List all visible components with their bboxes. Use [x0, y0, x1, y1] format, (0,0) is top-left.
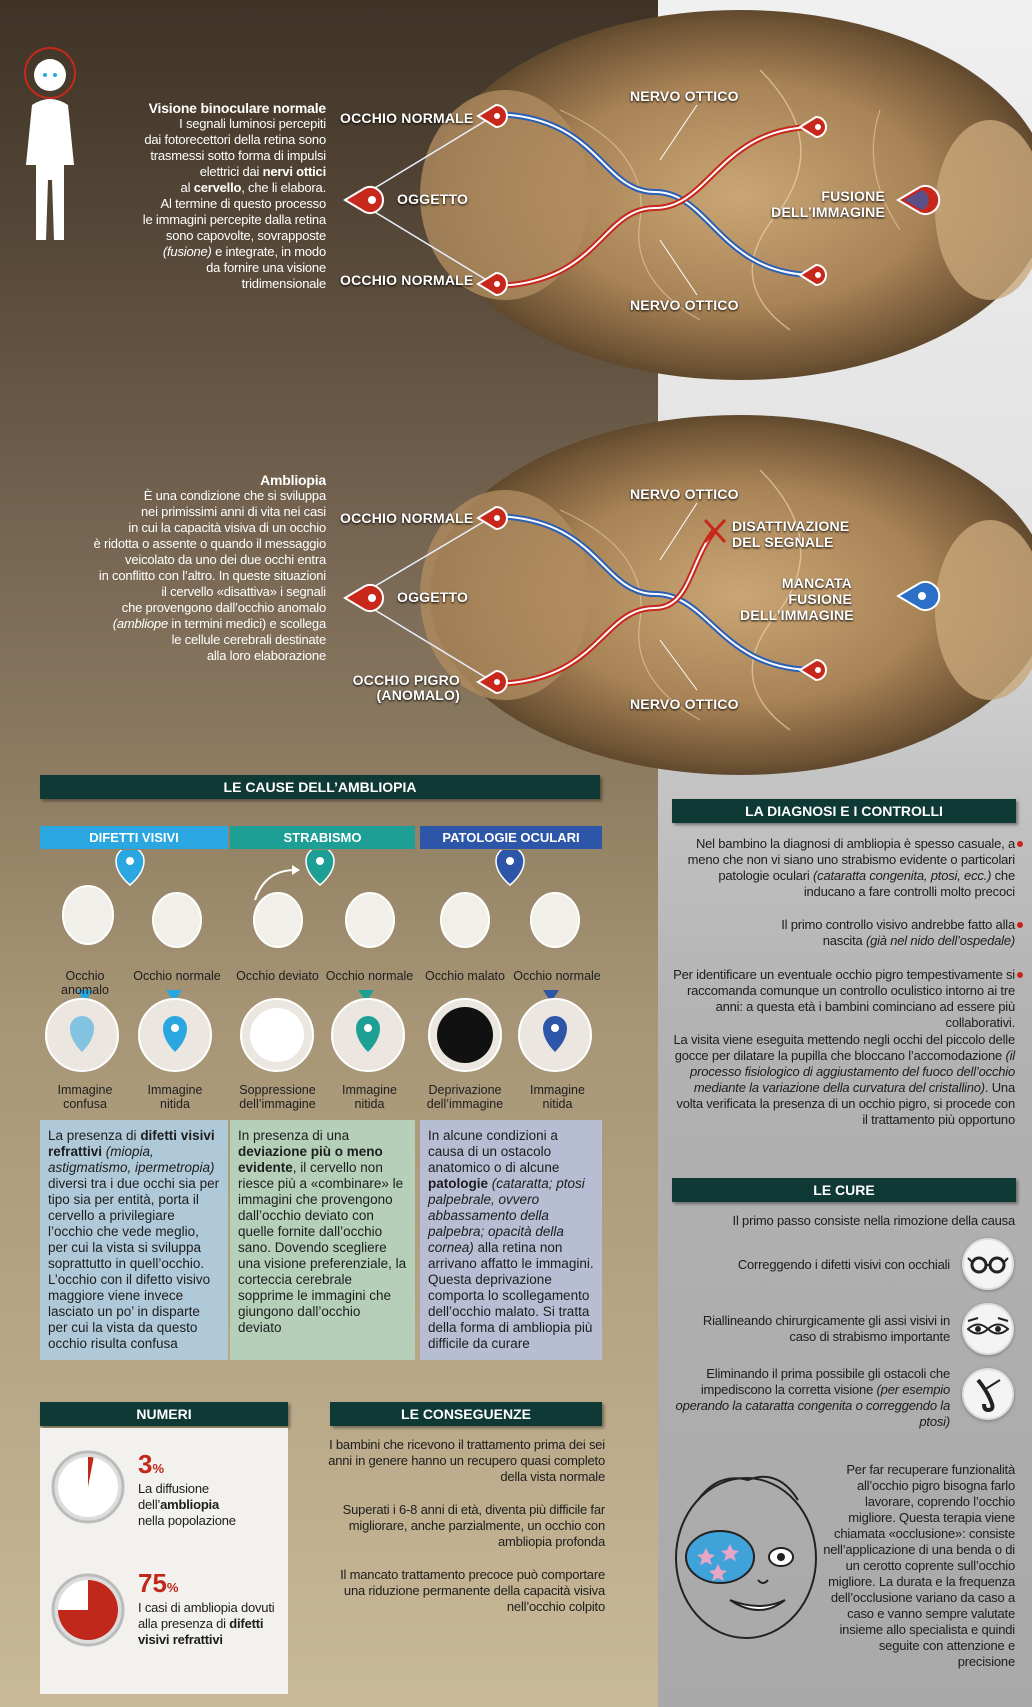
label-mancata-fusione: MANCATA FUSIONE DELL’IMMAGINE: [740, 575, 854, 623]
occlusione-text: Per far recuperare funzionalità all’occhio pigro bisogna farlo lavorare, coprendo l’occhio migliore. Questa terapia viene chiamata «occlusione»: consiste nell’applicazione di una benda o di un cerotto coprente sull’occhio migliore. La durata e la frequenza dell’occlusione variano da caso a caso e vanno sempre valutate insieme allo specialista e quindi seguite con attenzione e precisione: [823, 1462, 1015, 1669]
object-marker-2: [345, 585, 383, 611]
diagnosi-title: LA DIAGNOSI E I CONTROLLI: [672, 799, 1016, 823]
surgical-tool-icon: [962, 1368, 1014, 1420]
head-top-view-2: [420, 415, 1032, 775]
top-text-8: sono capovolte, sovrapposte: [165, 228, 326, 243]
cause-col2-header: STRABISMO: [230, 826, 415, 849]
focus-pin-icon-2: [306, 850, 334, 885]
amb-line-7: il cervello «disattiva» i segnali: [161, 584, 326, 599]
amb-line-4: è ridotta o assente o quando il messaggio: [93, 536, 326, 551]
top-text-5: al cervello, che li elabora.: [180, 180, 326, 195]
bullet-dot: [1017, 922, 1023, 928]
eye-deviated-icon: [254, 893, 302, 947]
numero-75-text: I casi di ambliopia dovuti alla presenza di difetti visivi refrattivi: [138, 1600, 275, 1647]
label-occhio-normale-1: OCCHIO NORMALE: [340, 110, 474, 126]
cause-title: LE CAUSE DELL’AMBLIOPIA: [40, 775, 600, 799]
top-text-2: dai fotorecettori della retina sono: [144, 132, 326, 147]
label-nervo-ottico-1: NERVO OTTICO: [630, 88, 739, 104]
label-nervo-ottico-2: NERVO OTTICO: [630, 297, 739, 313]
object-marker-1: [345, 187, 383, 213]
cause-panel-difetti: La presenza di difetti visivi refrattivi (miopia, astigmatismo, ipermetropia) diversi tra i due occhi sia per tipo sia per entità, porta il cervello a privilegiare l’occhio che vede meglio, per cui la vista si sviluppa soprattutto in quell’occhio. L’occhio con il difetto visivo maggiore viene invece lasciato un po’ in disparte per cui la vista da questo occhio risulta confusa: [40, 1120, 228, 1360]
amb-text: [40, 488, 326, 616]
child-eyepatch-illustration: [668, 1460, 828, 1645]
eye-anomalous-icon: [63, 886, 113, 944]
label-nervo-ottico-3: NERVO OTTICO: [630, 486, 739, 502]
conseguenze-title: LE CONSEGUENZE: [330, 1402, 602, 1426]
eye-normal-icon-3: [531, 893, 579, 947]
cure-intro: Il primo passo consiste nella rimozione della causa: [732, 1213, 1015, 1228]
cure-title: LE CURE: [672, 1178, 1016, 1202]
top-title: Visione binoculare normale: [148, 100, 326, 116]
cura-2: Riallineando chirurgicamente gli assi visivi in caso di strabismo importante: [702, 1313, 950, 1344]
conseguenza-2: Superati i 6-8 anni di età, diventa più difficile far migliorare, anche parzialmente, un occhio con ambliopia profonda: [342, 1502, 605, 1549]
numero-3-text: La diffusione dell’ambliopia nella popolazione: [138, 1481, 236, 1528]
caption-immagine-nitida-2: Immagine nitida: [342, 1083, 397, 1111]
top-text-6: Al termine di questo processo: [160, 196, 326, 211]
cause-col3-header: PATOLOGIE OCULARI: [420, 826, 602, 849]
amb-title: Ambliopia: [260, 472, 326, 488]
label-occhio-pigro: OCCHIO PIGRO (ANOMALO): [352, 672, 460, 703]
top-text-10: da fornire una visione: [206, 260, 326, 275]
eyes-alignment-icon: [962, 1303, 1014, 1355]
label-nervo-ottico-4: NERVO OTTICO: [630, 696, 739, 712]
eye-diseased-icon: [441, 893, 489, 947]
caption-soppressione: Soppressione dell’immagine: [239, 1083, 316, 1111]
numeri-pie-charts: [50, 1445, 130, 1675]
caption-immagine-confusa: Immagine confusa: [57, 1083, 113, 1111]
label-disattivazione: DISATTIVAZIONE DEL SEGNALE: [732, 518, 850, 550]
caption-deprivazione: Deprivazione dell’immagine: [426, 1083, 504, 1111]
caption-immagine-nitida-3: Immagine nitida: [530, 1083, 585, 1111]
amb-line-6: in conflitto con l’altro. In queste situazioni: [98, 568, 326, 583]
label-oggetto-1: OGGETTO: [397, 191, 469, 207]
amb-line-2: nei primissimi anni di vita nei casi: [141, 504, 326, 519]
child-silhouette-icon: [18, 45, 88, 245]
cause-panel-strabismo: In presenza di una deviazione più o meno evidente, il cervello non riesce più a «combinare» le immagini che provengono dall’occhio deviato con quelle fornite dall’occhio sano. Dovendo scegliere una visione preferenziale, la corteccia cerebrale sopprime le immagini che giungono dall’occhio deviato: [230, 1120, 415, 1360]
caption-occhio-malato: Occhio malato: [425, 969, 505, 983]
amb-text-11: alla loro elaborazione: [206, 648, 326, 663]
label-fusione: FUSIONE DELL’IMMAGINE: [771, 188, 885, 220]
caption-occhio-normale-1: Occhio normale: [133, 969, 221, 983]
numero-75: 75%: [138, 1568, 179, 1598]
eye-normal-icon-2: [346, 893, 394, 947]
top-text-1: I segnali luminosi percepiti: [179, 116, 326, 131]
amb-line-1: È una condizione che si sviluppa: [143, 488, 326, 503]
cause-col1-header: DIFETTI VISIVI: [40, 826, 228, 849]
diagnosi-3: Per identificare un eventuale occhio pigro tempestivamente si raccomanda comunque un controllo oculistico intorno ai tre anni: a questa età i bambini cominciano ad essere più collaborativi.: [673, 967, 1015, 1030]
focus-pin-icon-1: [116, 850, 144, 885]
amb-line-5: veicolato da uno dei due occhi entra: [125, 552, 326, 567]
top-text-4: elettrici dai nervi ottici: [199, 164, 326, 179]
amb-text-10: le cellule cerebrali destinate: [171, 632, 326, 647]
conseguenza-1: I bambini che ricevono il trattamento prima dei sei anni in genere hanno un recupero quasi completo della vista normale: [328, 1437, 605, 1484]
amb-line-8: che provengono dall’occhio anomalo: [121, 600, 326, 615]
glasses-icon: [962, 1238, 1014, 1290]
diagnosi-1: Nel bambino la diagnosi di ambliopia è spesso casuale, a meno che non vi siano uno strabismo evidente o particolari patologie oculari (cataratta congenita, ptosi, ecc.) che inducano a fare controlli molto precoci: [687, 836, 1015, 899]
caption-occhio-anomalo: Occhio anomalo: [61, 969, 109, 997]
amb-text-9: (ambliope in termini medici) e scollega: [112, 616, 326, 631]
top-text-11: tridimensionale: [241, 276, 326, 291]
top-text-7: le immagini percepite dalla retina: [142, 212, 326, 227]
numeri-title: NUMERI: [40, 1402, 288, 1426]
cura-1: Correggendo i difetti visivi con occhiali: [737, 1257, 950, 1272]
focus-pin-icon-3: [496, 850, 524, 885]
top-text-9: (fusione) e integrate, in modo: [162, 244, 326, 259]
caption-occhio-normale-3: Occhio normale: [513, 969, 601, 983]
numero-3: 3%: [138, 1449, 165, 1479]
bullet-dot: [1017, 972, 1023, 978]
label-occhio-normale-2: OCCHIO NORMALE: [340, 272, 474, 288]
diagnosi-2: Il primo controllo visivo andrebbe fatto alla nascita (già nel nido dell’ospedale): [781, 917, 1015, 948]
diagnosi-4: La visita viene eseguita mettendo negli occhi del piccolo delle gocce per dilatare la pupilla che bloccano l’accomodazione (il processo fisiologico di aggiustamento del fuoco dell’occhio mediante la variazione della curvatura del cristallino). Una volta verificata la presenza di un occhio pigro, si procede con il trattamento più opportuno: [673, 1032, 1015, 1127]
label-oggetto-2: OGGETTO: [397, 589, 469, 605]
conseguenza-3: Il mancato trattamento precoce può comportare una riduzione permanente della capacità visiva nell’occhio colpito: [340, 1567, 605, 1614]
label-occhio-normale-3: OCCHIO NORMALE: [340, 510, 474, 526]
cura-3: Eliminando il prima possibile gli ostacoli che impediscono la corretta visione (per esempio operando la cataratta congenita o correggendo la ptosi): [675, 1366, 950, 1429]
bullet-dot: [1017, 841, 1023, 847]
caption-occhio-normale-2: Occhio normale: [325, 969, 414, 983]
caption-immagine-nitida-1: Immagine nitida: [147, 1083, 203, 1111]
eye-normal-icon-1: [153, 893, 201, 947]
cause-panel-patologie: In alcune condizioni a causa di un ostacolo anatomico o di alcune patologie (cataratta; ptosi palpebrale, ovvero abbassamento della palpebra; opacità della cornea) alla retina non arrivano affatto le immagini. Questa deprivazione comporta lo scollegamento dell’occhio malato. Si tratta della forma di ambliopia più difficile da curare: [420, 1120, 602, 1360]
amb-line-3: in cui la capacità visiva di un occhio: [128, 520, 326, 535]
head-top-view-1: [420, 10, 1032, 380]
caption-occhio-deviato: Occhio deviato: [236, 969, 319, 983]
top-text-3: trasmessi sotto forma di impulsi: [150, 148, 326, 163]
